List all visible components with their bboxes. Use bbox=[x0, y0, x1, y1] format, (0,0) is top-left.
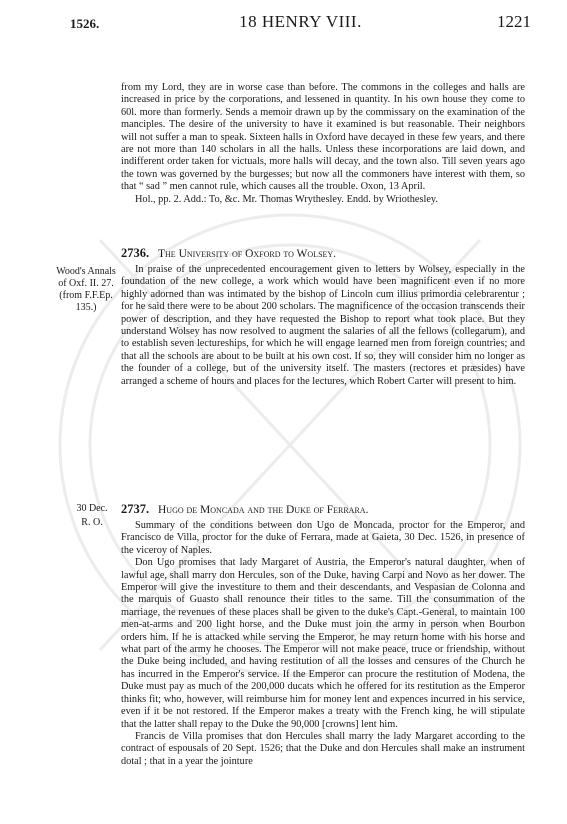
page-number: 1221 bbox=[497, 12, 531, 31]
continuation-section bbox=[121, 82, 525, 206]
entry-2736-margin-note: Wood's Annals of Oxf. II. 27. (from F.F.Ep. 135.) bbox=[56, 266, 116, 313]
entry-2737-margin-source: R. O. bbox=[81, 517, 103, 528]
entry-2736-body bbox=[121, 264, 525, 388]
entry-2737-title: Hugo de Moncada and the Duke of Ferrara. bbox=[158, 504, 369, 516]
continuation-source-note: Hol., pp. 2. Add.: To, &c. Mr. Thomas Wrythesley. Endd. by Wriothesley. bbox=[135, 193, 438, 205]
entry-2736-heading bbox=[121, 246, 525, 261]
entry-2737-number: 2737. bbox=[121, 502, 150, 516]
entry-2736-number: 2736. bbox=[121, 246, 150, 260]
entry-2737-margin-date: 30 Dec. bbox=[76, 503, 108, 514]
header-title: 18 HENRY VIII. bbox=[239, 12, 362, 31]
entry-2737-paragraph: Summary of the conditions between don Ugo de Moncada, proctor for the Emperor, and Francisco de Villa, proctor for the duke of Ferrara, made at Gaieta, 30 Dec. 1526, in presence of the viceroy of Naples. bbox=[121, 520, 525, 556]
entry-2737-heading bbox=[121, 502, 525, 517]
continuation-text: from my Lord, they are in worse case than before. The commons in the colleges and halls are increased in price by the corporations, and lessened in quantity. In his own house they come to 60l. more than formerly. Sends a memoir drawn up by the commissary on the examination of the manciples. The desire of the university to have it examined is but reasonable. Their neighbors will not suffer a man to speak. Sixteen halls in Oxford have decayed in these few years, and there are not more than 140 scholars in all the halls. Unless these incorporations are laid down, and indifferent order taken for victuals, more halls will decay, and the town also. Till seven years ago the town was governed by the burgesses; but now all the commoners have interest with them, so that “ sad ” men cannot rule, which causes all the trouble. Oxon, 13 April. bbox=[121, 82, 525, 193]
entry-2737-paragraph: Francis de Villa promises that don Hercules shall marry the lady Margaret according to the contract of espousals of 20 Sept. 1526; that the Duke and don Hercules shall make an instrument dotal ; that in a year the jointure bbox=[121, 730, 525, 767]
entry-2736-title: The University of Oxford to Wolsey. bbox=[158, 248, 337, 260]
header-year: 1526. bbox=[70, 16, 100, 31]
entry-2736-text: In praise of the unprecedented encouragement given to letters by Wolsey, especially in the foundation of the new college, a work which would have been magnificent even if no more highly adorned than was intimated by the bishop of Lincoln cum illius primordia celebrarentur ; for he said there were to be about 200 scholars. The magnificence of the occasion transcends their power of description, and they have requested the Bishop to report what took place. But they understand Wolsey has now resolved to augment the salaries of all the fellows (collegarum), and to establish seven lectureships, for which he will engage learned men from foreign countries; and that all the schools are about to be built at his own cost. If so, they will consider him no longer as the founder of a college, but of the university itself. The masters (rectores et præsides) have arranged a scheme of hours and places for the lectures, which Robert Carter will present to him. bbox=[121, 264, 525, 387]
entry-2737-body bbox=[121, 520, 525, 768]
entry-2737-paragraph: Don Ugo promises that lady Margaret of Austria, the Emperor's natural daughter, when of lawful age, shall marry don Hercules, son of the Duke, having Carpi and Novo as her dower. The Emperor will give the investiture to them and their descendants, and Vespasian de Colonna and the marquis of Guasto shall renounce their titles to the same. Till the consummation of the marriage, the revenues of these places shall be given to the duke's Capt.-General, to maintain 100 men-at-arms and 200 light horse, and the Duke must join the army in person when Bourbon orders him. If he is attacked while serving the Emperor, he may return home with his horse and what part of the army he chooses. The Emperor will not make peace, truce or friendship, without the Duke being included, and having restitution of all the losses and censures of the Church he has incurred in the Emperor's service. If the Emperor can procure the restitution of Modena, the Duke must pay as much of the 200,000 ducats which he offered for its restitution as the Emperor thinks fit; who, however, will reimburse him for money lent and expences incurred in his service, even if it be not restored. If the Emperor makes a treaty with the French king, he will stipulate that the latter shall repay to the Duke the 90,000 [crowns] lent him. bbox=[121, 557, 525, 730]
page-header bbox=[70, 10, 531, 36]
